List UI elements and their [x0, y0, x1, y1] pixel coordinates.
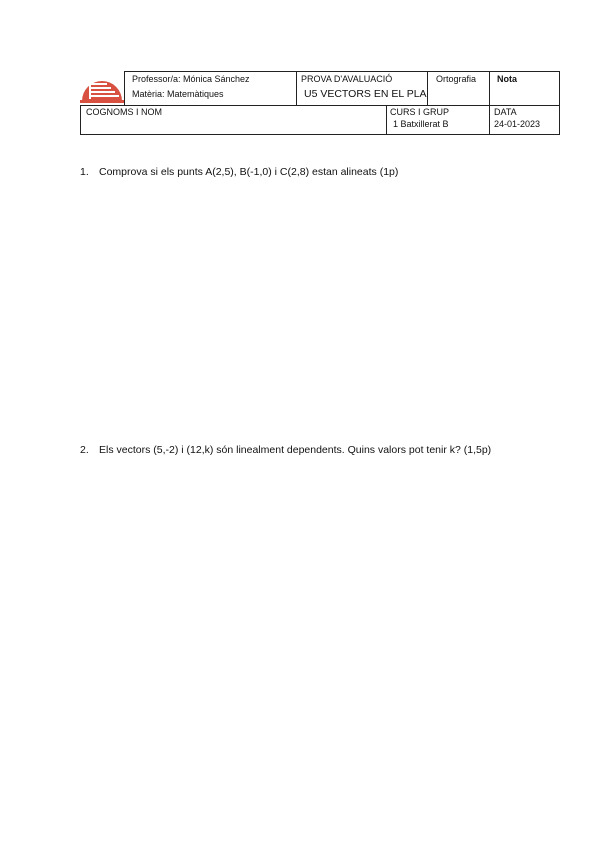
subject-name: Matèria: Matemàtiques	[132, 89, 224, 99]
question-text: Comprova si els punts A(2,5), B(-1,0) i C(2,8) estan alineats (1p)	[99, 166, 399, 178]
course-value: 1 Batxillerat B	[393, 119, 449, 129]
date-value: 24-01-2023	[494, 119, 541, 129]
question-1	[80, 165, 398, 179]
name-label: COGNOMS I NOM	[86, 107, 162, 117]
question-2	[80, 443, 491, 457]
teacher-name: Professor/a: Mónica Sánchez	[132, 74, 250, 84]
question-number: 1.	[80, 166, 89, 178]
date-label: DATA	[494, 107, 517, 117]
grade-label: Nota	[497, 74, 517, 84]
school-logo-icon	[80, 71, 124, 105]
exam-title: U5 VECTORS EN EL PLA	[304, 88, 427, 100]
exam-type: PROVA D'AVALUACIÓ	[301, 74, 393, 84]
question-number: 2.	[80, 444, 89, 456]
exam-header	[80, 71, 560, 135]
course-label: CURS I GRUP	[390, 107, 450, 117]
question-text: Els vectors (5,-2) i (12,k) són linealment dependents. Quins valors pot tenir k? (1,5p)	[99, 444, 492, 456]
spelling-label: Ortografia	[436, 74, 477, 84]
